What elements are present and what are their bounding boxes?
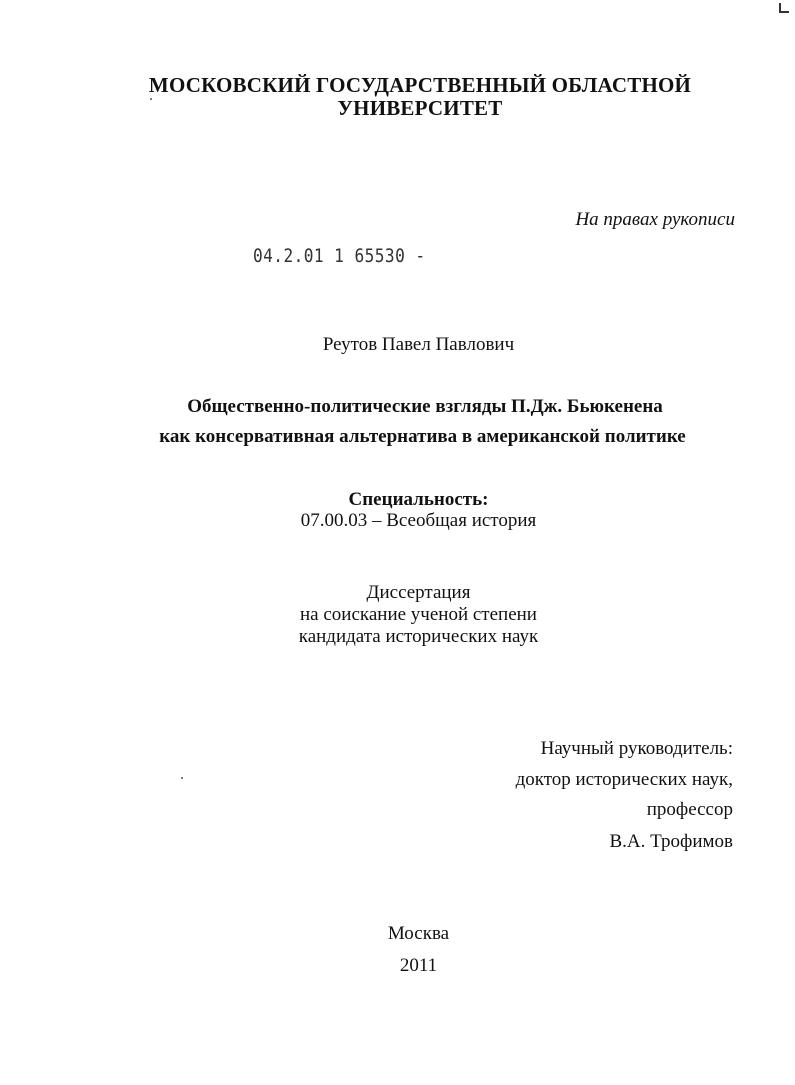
dissertation-line2: на соискание ученой степени <box>300 604 537 625</box>
dissertation-line1: Диссертация <box>366 582 471 603</box>
scan-speck <box>181 777 183 779</box>
scan-corner-mark <box>779 3 789 13</box>
city: Москва <box>387 923 450 944</box>
thesis-title-line1: Общественно-политические взгляды П.Дж. Бьюкенена <box>187 396 663 417</box>
advisor-rank: профессор <box>646 799 733 820</box>
thesis-title-line2: как консервативная альтернатива в американской политике <box>159 426 686 447</box>
year: 2011 <box>399 955 438 976</box>
dissertation-line3: кандидата исторических наук <box>298 626 539 647</box>
university-name <box>145 74 695 120</box>
specialty-label: Специальность: <box>348 489 489 510</box>
specialty-value: 07.00.03 – Всеобщая история <box>300 510 537 531</box>
advisor-name: В.А. Трофимов <box>609 831 733 852</box>
advisor-label: Научный руководитель: <box>540 738 733 759</box>
advisor-degree: доктор исторических наук, <box>515 769 733 790</box>
university-name-line1: МОСКОВСКИЙ ГОСУДАРСТВЕННЫЙ ОБЛАСТНОЙ <box>148 73 692 97</box>
university-name-line2: УНИВЕРСИТЕТ <box>337 96 503 120</box>
dissertation-description <box>0 582 795 648</box>
rights-notice: На правах рукописи <box>575 209 735 230</box>
author-name: Реутов Павел Павлович <box>322 334 515 355</box>
registration-stamp: 04.2.01 1 65530 - <box>253 245 426 267</box>
